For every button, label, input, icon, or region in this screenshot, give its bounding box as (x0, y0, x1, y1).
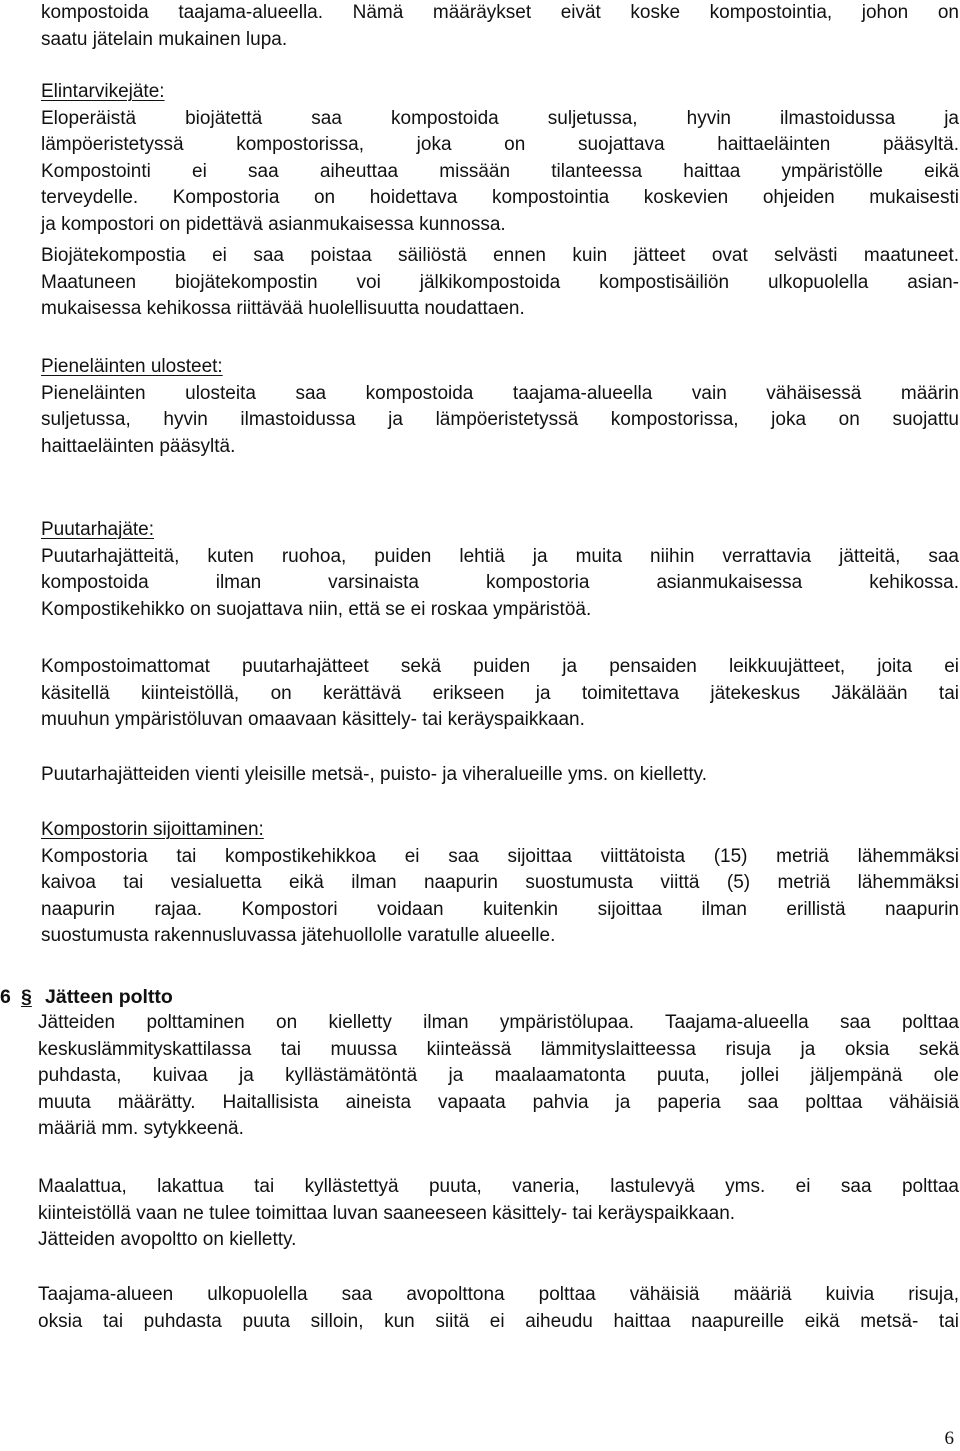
text-line: oksia tai puhdasta puuta silloin, kun siitä ei aiheudu haittaa naapureille eikä metsä- tai (38, 1310, 959, 1332)
text-line: Taajama-alueen ulkopuolella saa avopolttona polttaa vähäisiä määriä kuivia risuja, (38, 1284, 959, 1305)
section-symbol: § (21, 986, 32, 1008)
text-line: Puutarhajätteitä, kuten ruohoa, puiden lehtiä ja muita niihin verrattavia jätteitä, saa (41, 545, 959, 567)
text-line: Eloperäistä biojätettä saa kompostoida suljetussa, hyvin ilmastoidussa ja (41, 107, 959, 129)
text-line: kaivoa tai vesialuetta eikä ilman naapurin suostumusta viittä (5) metriä lähemmäksi (41, 872, 959, 893)
paragraph (41, 517, 959, 623)
text-line: suljetussa, hyvin ilmastoidussa ja lämpöeristetyssä kompostorissa, joka on suojattu (41, 409, 959, 430)
text-line: saatu jätelain mukainen lupa. (41, 28, 288, 50)
text-line: terveydelle. Kompostoria on hoidettava kompostointia koskevien ohjeiden mukaisesti (41, 187, 959, 208)
paragraph (41, 354, 959, 460)
text-line: Maalattua, lakattua tai kyllästettyä puuta, vaneria, lastulevyä yms. ei saa polttaa (38, 1176, 959, 1197)
text-line: Jätteiden polttaminen on kielletty ilman ympäristölupaa. Taajama-alueella saa polttaa (38, 1012, 959, 1033)
paragraph (38, 1010, 959, 1143)
paragraph (41, 817, 959, 950)
page-number: 6 (944, 1428, 954, 1449)
paragraph (41, 79, 959, 238)
paragraph (38, 1174, 959, 1254)
text-line: keskuslämmityskattilassa tai muussa kiinteässä lämmityslaitteessa risuja ja oksia sekä (38, 1038, 959, 1060)
section-heading (0, 984, 173, 1011)
paragraph (38, 1282, 959, 1335)
text-line: Pieneläinten ulosteita saa kompostoida taajama-alueella vain vähäisessä määrin (41, 382, 959, 404)
text-line: kiinteistöllä vaan ne tulee toimittaa luvan saaneeseen käsittely- tai keräyspaikkaan. (38, 1202, 736, 1224)
text-line: käsitellä kiinteistöllä, on kerättävä erikseen ja toimitettava jätekeskus Jäkälään tai (41, 682, 959, 704)
text-line: ja kompostori on pidettävä asianmukaisessa kunnossa. (41, 213, 506, 235)
text-line: puhdasta, kuivaa ja kyllästämätöntä ja maalaamatonta puuta, jollei jäljempänä ole (38, 1065, 959, 1086)
text-line: Kompostoria tai kompostikehikkoa ei saa sijoittaa viittätoista (15) metriä lähemmäksi (41, 845, 959, 867)
text-line: naapurin rajaa. Kompostori voidaan kuitenkin sijoittaa ilman erillistä naapurin (41, 898, 959, 920)
paragraph (41, 654, 959, 734)
subheading: Puutarhajäte: (41, 519, 155, 540)
text-line: muuta määrätty. Haitallisista aineista vapaata pahvia ja paperia saa polttaa vähäisiä (38, 1091, 959, 1113)
text-line: kompostoida ilman varsinaista kompostoria asianmukaisessa kehikossa. (41, 572, 959, 593)
text-line: muuhun ympäristöluvan omaavaan käsittely- tai keräyspaikkaan. (41, 709, 585, 730)
subheading: Elintarvikejäte: (41, 81, 165, 102)
text-line: Puutarhajätteiden vienti yleisille metsä-, puisto- ja viheralueille yms. on kielletty. (41, 764, 708, 785)
text-line: Jätteiden avopoltto on kielletty. (38, 1229, 297, 1250)
text-line: Maatuneen biojätekompostin voi jälkikompostoida kompostisäiliön ulkopuolella asian- (41, 271, 959, 293)
subheading: Kompostorin sijoittaminen: (41, 819, 264, 840)
text-line: mukaisessa kehikossa riittävää huolellisuutta noudattaen. (41, 298, 525, 319)
section-number: 6 (0, 986, 11, 1008)
paragraph (41, 0, 959, 53)
text-line: haittaeläinten pääsyltä. (41, 435, 236, 457)
text-line: Biojätekompostia ei saa poistaa säiliöstä ennen kuin jätteet ovat selvästi maatuneet. (41, 245, 959, 266)
text-line: suostumusta rakennusluvassa jätehuollolle varatulle alueelle. (41, 925, 556, 946)
text-line: kompostoida taajama-alueella. Nämä määräykset eivät koske kompostointia, johon on (41, 2, 959, 23)
section-title: Jätteen poltto (45, 986, 173, 1008)
paragraph (41, 762, 959, 789)
text-line: Kompostoimattomat puutarhajätteet sekä puiden ja pensaiden leikkuujätteet, joita ei (41, 656, 959, 677)
text-line: Kompostointi ei saa aiheuttaa missään tilanteessa haittaa ympäristölle eikä (41, 160, 959, 182)
subheading: Pieneläinten ulosteet: (41, 356, 223, 377)
paragraph (41, 243, 959, 323)
text-line: määriä mm. sytykkeenä. (38, 1118, 244, 1139)
text-line: lämpöeristetyssä kompostorissa, joka on suojattava haittaeläinten pääsyltä. (41, 134, 959, 155)
text-line: Kompostikehikko on suojattava niin, että se ei roskaa ympäristöä. (41, 598, 592, 620)
